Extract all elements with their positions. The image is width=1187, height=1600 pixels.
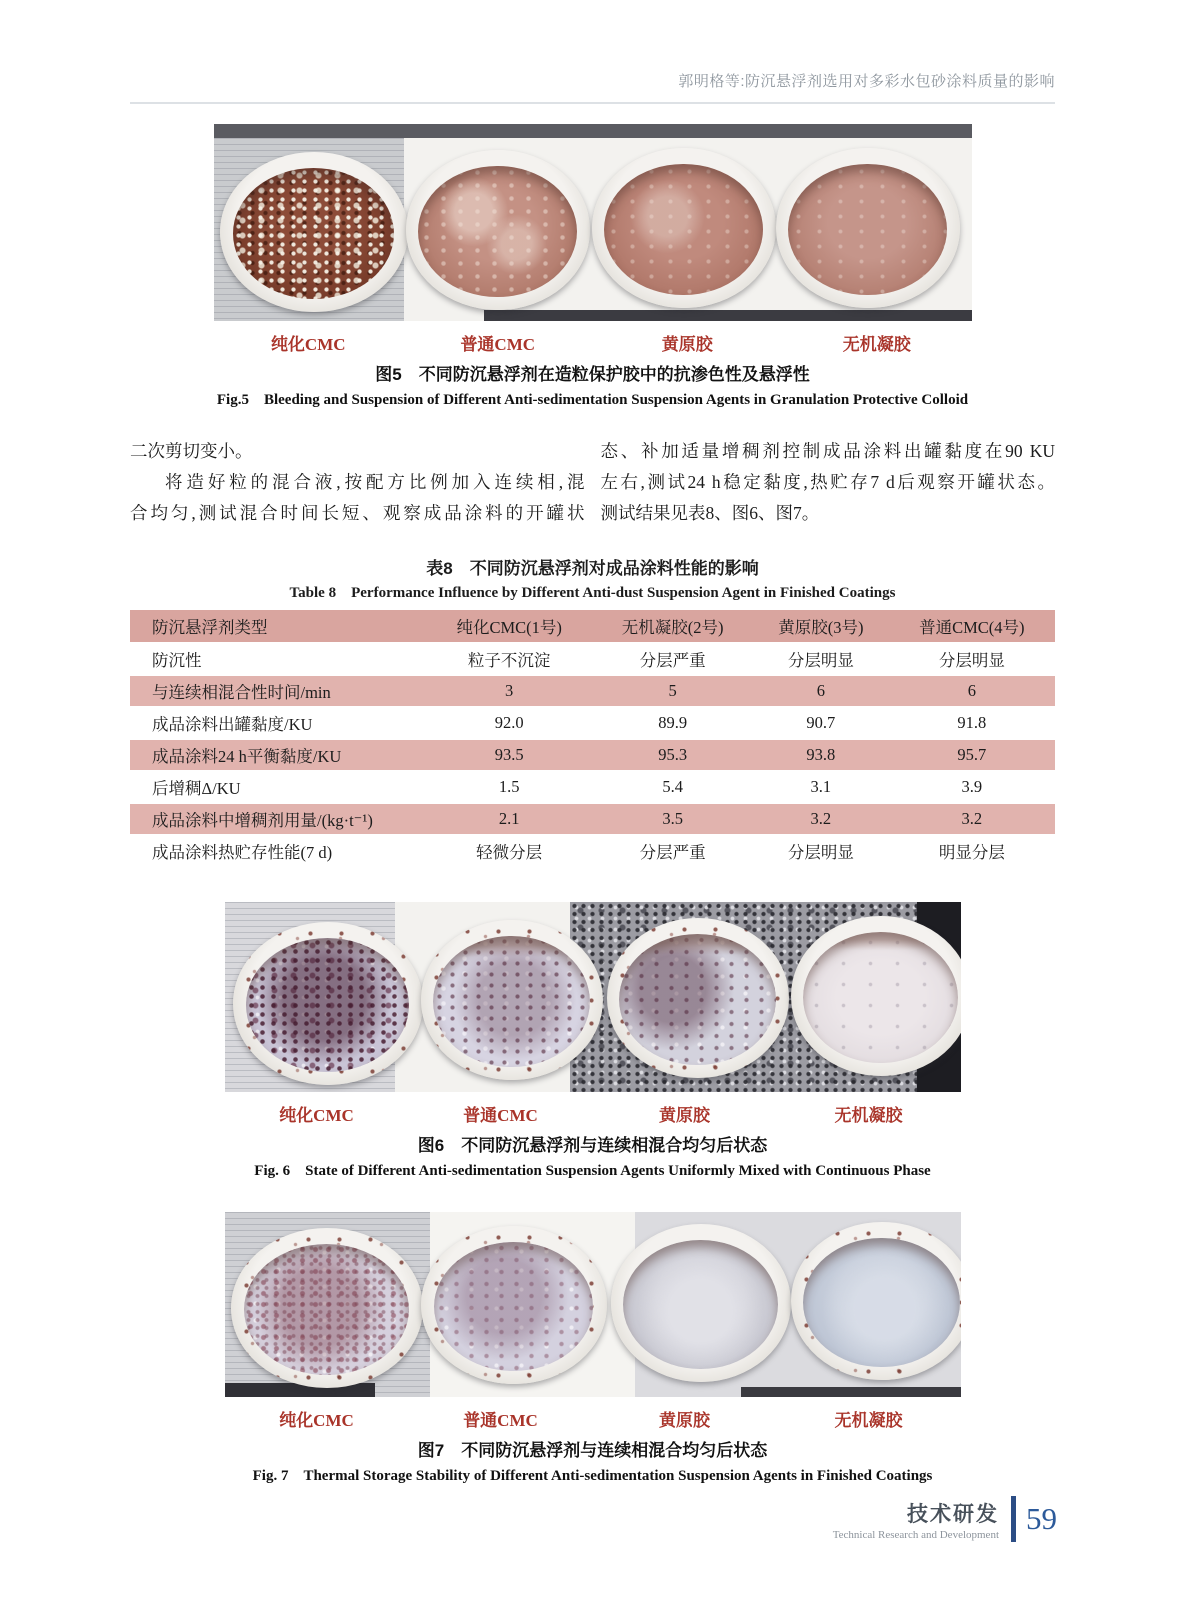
bucket-liquid: [619, 934, 776, 1065]
body-column-left: [130, 436, 585, 529]
body-text: [130, 436, 1055, 529]
footer-section: [833, 1498, 999, 1541]
body-line: 将造好粒的混合液,按配方比例加入连续相,混: [165, 472, 585, 492]
bucket-ordinary-cmc: [406, 150, 590, 310]
table-cell: 分层严重: [639, 651, 706, 670]
sample-label: 无机凝胶: [834, 1411, 903, 1430]
table-cell: 分层明显: [787, 651, 854, 670]
bucket-inorganic-gel: [791, 1222, 961, 1380]
page-number: 59: [1026, 1501, 1057, 1536]
table-cell: 3.1: [810, 777, 832, 796]
table-cell: 成品涂料中增稠剂用量/(kg·t⁻¹): [152, 811, 373, 830]
bucket-liquid: [246, 938, 409, 1072]
table-cell: 3.9: [961, 777, 983, 796]
sample-label: 黄原胶: [661, 335, 713, 354]
figure7-labels: [225, 1406, 961, 1431]
bucket-purified-cmc: [231, 1228, 423, 1388]
figure6: [130, 902, 1055, 1180]
table8-title-cn: 表8 不同防沉悬浮剂对成品涂料性能的影响: [426, 559, 759, 578]
bucket-xanthan-gum: [611, 1224, 791, 1382]
body-line: 合均匀,测试混合时间长短、观察成品涂料的开罐状: [130, 503, 585, 523]
table-cell: 2.1: [498, 809, 520, 828]
bucket-inorganic-gel: [791, 916, 961, 1076]
table-cell: 与连续相混合性时间/min: [152, 683, 331, 702]
table-cell: 5.4: [662, 777, 683, 796]
body-line: 态、补加适量增稠剂控制成品涂料出罐黏度在90 KU: [600, 441, 1055, 461]
photo-background: [214, 124, 972, 138]
table-cell: 分层明显: [938, 651, 1005, 670]
table-header-cell: 防沉悬浮剂类型: [152, 618, 268, 637]
footer-divider: [1011, 1496, 1016, 1542]
table-cell: 明显分层: [938, 843, 1005, 862]
running-title: 郭明格等:防沉悬浮剂选用对多彩水包砂涂料质量的影响: [678, 73, 1055, 90]
bucket-liquid: [788, 164, 946, 295]
table-cell: 93.5: [494, 745, 524, 764]
bucket-liquid: [418, 166, 576, 297]
figure6-caption-cn: 图6 不同防沉悬浮剂与连续相混合均匀后状态: [417, 1136, 768, 1155]
figure5-labels: [214, 330, 972, 355]
bucket-liquid: [623, 1240, 778, 1370]
body-column-right: [601, 436, 1056, 529]
sample-label: 黄原胶: [659, 1411, 710, 1430]
figure5: [130, 124, 1055, 409]
table-row: [130, 644, 1055, 674]
table-cell: 成品涂料24 h平衡黏度/KU: [152, 747, 342, 766]
table-cell: 93.8: [806, 745, 836, 764]
table-cell: 95.3: [658, 745, 688, 764]
table8-section: [130, 554, 1055, 868]
table-header-cell: 无机凝胶(2号): [621, 618, 724, 637]
sample-label: 纯化CMC: [279, 1106, 354, 1125]
figure6-labels: [225, 1101, 961, 1126]
figure7-photo: [225, 1212, 961, 1397]
sample-label: 普通CMC: [463, 1411, 538, 1430]
table-cell: 后增稠Δ/KU: [152, 779, 241, 798]
bucket-liquid: [604, 164, 762, 295]
bucket-liquid: [244, 1244, 409, 1375]
bucket-liquid: [803, 1238, 960, 1368]
figure7-caption-en: Fig. 7 Thermal Storage Stability of Different Anti-sedimentation Suspension Agents in Finished Coatings: [252, 1468, 933, 1484]
table8-title-en: Table 8 Performance Influence by Different Anti-dust Suspension Agent in Finished Coatings: [289, 585, 896, 601]
figure6-photo: [225, 902, 961, 1092]
bucket-liquid: [803, 932, 958, 1063]
photo-background: [484, 310, 972, 321]
table-row: [130, 740, 1055, 770]
table-header-cell: 纯化CMC(1号): [456, 618, 562, 637]
table-cell: 轻微分层: [476, 843, 543, 862]
body-line: 二次剪切变小。: [130, 441, 253, 461]
sample-label: 纯化CMC: [270, 335, 346, 354]
table-row: [130, 836, 1055, 866]
table-cell: 3.5: [662, 809, 683, 828]
table-cell: 90.7: [806, 713, 836, 732]
table-row: [130, 804, 1055, 834]
footer-section-cn: 技术研发: [907, 1502, 999, 1526]
table-cell: 95.7: [957, 745, 987, 764]
figure5-caption-cn: 图5 不同防沉悬浮剂在造粒保护胶中的抗渗色性及悬浮性: [375, 365, 810, 384]
table-row: [130, 708, 1055, 738]
table8: [130, 608, 1055, 868]
figure5-photo: [214, 124, 972, 321]
table-cell: 6: [816, 681, 825, 700]
table-cell: 防沉性: [152, 651, 202, 670]
table-cell: 5: [668, 681, 677, 700]
page-header: [130, 70, 1055, 104]
table-cell: 91.8: [957, 713, 987, 732]
bucket-liquid: [233, 168, 395, 299]
table-cell: 3.2: [810, 809, 832, 828]
body-line: 左右,测试24 h稳定黏度,热贮存7 d后观察开罐状态。: [600, 472, 1055, 492]
sample-label: 普通CMC: [460, 335, 536, 354]
table-cell: 分层严重: [639, 843, 706, 862]
sample-label: 纯化CMC: [279, 1411, 354, 1430]
table-cell: 1.5: [498, 777, 520, 796]
table-cell: 分层明显: [787, 843, 854, 862]
figure6-caption-en: Fig. 6 State of Different Anti-sedimentation Suspension Agents Uniformly Mixed with Continuous Phase: [254, 1163, 931, 1179]
table-cell: 成品涂料热贮存性能(7 d): [152, 843, 333, 862]
bucket-liquid: [433, 936, 590, 1067]
table-header-cell: 黄原胶(3号): [778, 618, 864, 637]
table-cell: 成品涂料出罐黏度/KU: [152, 715, 313, 734]
table-cell: 粒子不沉淀: [467, 651, 551, 670]
table-row: [130, 772, 1055, 802]
page-footer: [833, 1496, 1057, 1542]
table-cell: 92.0: [494, 713, 524, 732]
table-cell: 3: [505, 681, 514, 700]
bucket-xanthan-gum: [607, 918, 789, 1078]
table-header-cell: 普通CMC(4号): [919, 618, 1025, 637]
table-cell: 3.2: [961, 809, 983, 828]
figure5-caption-en: Fig.5 Bleeding and Suspension of Different Anti-sedimentation Suspension Agents in Granulation Protective Colloid: [216, 392, 969, 408]
sample-label: 无机凝胶: [834, 1106, 903, 1125]
bucket-ordinary-cmc: [421, 1226, 607, 1384]
sample-label: 普通CMC: [463, 1106, 538, 1125]
bucket-purified-cmc: [233, 922, 423, 1085]
body-line: 测试结果见表8、图6、图7。: [600, 503, 820, 523]
bucket-xanthan-gum: [592, 148, 776, 308]
table-row: [130, 676, 1055, 706]
sample-label: 无机凝胶: [842, 335, 911, 354]
bucket-liquid: [434, 1242, 594, 1372]
table-cell: 89.9: [658, 713, 688, 732]
bucket-inorganic-gel: [776, 148, 960, 308]
bucket-purified-cmc: [220, 152, 408, 312]
sample-label: 黄原胶: [659, 1106, 710, 1125]
bucket-ordinary-cmc: [421, 920, 603, 1080]
footer-section-en: Technical Research and Development: [832, 1528, 999, 1541]
table-header-row: [130, 610, 1055, 642]
figure7-caption-cn: 图7 不同防沉悬浮剂与连续相混合均匀后状态: [417, 1441, 768, 1460]
table-cell: 6: [967, 681, 976, 700]
figure7: [130, 1212, 1055, 1485]
photo-background: [741, 1387, 961, 1397]
